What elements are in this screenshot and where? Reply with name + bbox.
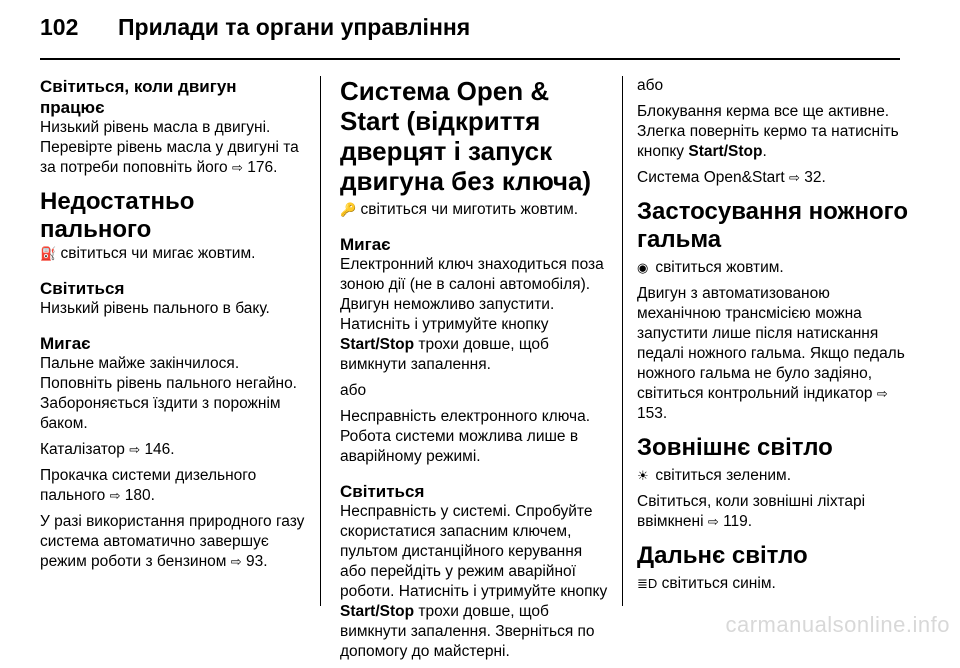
paragraph: ≣D світиться синім.: [637, 575, 776, 592]
paragraph: Прокачка системи дизельного пального ⇨ 180.: [40, 467, 257, 504]
column-divider: [320, 76, 321, 606]
column-divider: [622, 76, 623, 606]
section-heading: Система Open & Start (відкриття дверцят і запуск двигуна без ключа): [340, 76, 592, 196]
page-title: Прилади та органи управління: [118, 14, 471, 40]
paragraph: Несправність у системі. Спробуйте скористатися запасним ключем, пультом дистанційного керування або перейдіть у режим аварійної роботи. Натисніть і утримуйте кнопку Start/Stop трохи довше, щоб вимкнути запалення. Зверніться по допомогу до майстерні.: [340, 503, 608, 660]
paragraph: Блокування керма все ще активне. Злегка поверніть кермо та натисніть кнопку Start/Stop.: [637, 103, 899, 160]
start-stop-label: Start/Stop: [688, 143, 763, 160]
section-heading: Зовнішнє світло: [637, 434, 833, 461]
section-heading: Недостатньо пального: [40, 188, 195, 243]
column-1: [40, 76, 310, 578]
subsection-heading: Світиться: [40, 279, 125, 298]
page-ref-icon[interactable]: ⇨: [789, 170, 800, 185]
paragraph: Каталізатор ⇨ 146.: [40, 441, 175, 458]
paragraph: або: [637, 77, 664, 94]
column-3: [637, 76, 917, 600]
watermark: carmanualsonline.info: [725, 612, 950, 637]
paragraph: Пальне майже закінчилося. Поповніть рівень пального негайно. Забороняється їздити з порожнім баком.: [40, 355, 297, 432]
high-beam-icon: ≣D: [637, 576, 658, 591]
fuel-pump-icon: ⛽: [40, 246, 57, 261]
subsection-heading: Мигає: [340, 235, 391, 254]
page-header: [40, 14, 920, 52]
subsection-heading: Світиться: [340, 482, 425, 501]
page-ref-icon[interactable]: ⇨: [109, 488, 121, 503]
paragraph: Електронний ключ знаходиться поза зоною дії (не в салоні автомобіля). Двигун неможливо запустити. Натисніть і утримуйте кнопку Start/Stop трохи довше, щоб вимкнути запалення.: [340, 256, 604, 373]
subsection-heading: Мигає: [40, 334, 91, 353]
paragraph: Двигун з автоматизованою механічною трансмісією можна запустити лише після натискання педалі ножного гальма. Якщо педаль ножного гальма не було задіяно, світиться контрольний індикатор ⇨ 153.: [637, 285, 905, 422]
page-ref-icon[interactable]: ⇨: [230, 554, 242, 569]
paragraph: Низький рівень пального в баку.: [40, 300, 270, 317]
page-ref-icon[interactable]: ⇨: [876, 386, 888, 401]
brake-indicator-icon: ◉: [637, 260, 649, 275]
paragraph: Система Open&Start ⇨ 32.: [637, 169, 826, 186]
page-ref-icon[interactable]: ⇨: [129, 442, 141, 457]
start-stop-label: Start/Stop: [340, 603, 415, 620]
key-icon: 🔑: [340, 202, 357, 217]
start-stop-label: Start/Stop: [340, 336, 415, 353]
paragraph: ◉ світиться жовтим.: [637, 259, 784, 276]
page-number: 102: [40, 14, 79, 40]
exterior-light-icon: ☀: [637, 468, 649, 483]
paragraph: Світиться, коли зовнішні ліхтарі ввімкнені ⇨ 119.: [637, 493, 866, 530]
header-divider: [40, 58, 900, 60]
section-heading: Світиться, коли двигун працює: [40, 77, 237, 117]
paragraph: 🔑 світиться чи миготить жовтим.: [340, 201, 579, 218]
paragraph: ☀ світиться зеленим.: [637, 467, 792, 484]
section-heading: Застосування ножного гальма: [637, 198, 909, 253]
paragraph: Низький рівень масла в двигуні. Перевірте рівень масла у двигуні та за потреби поповніть його ⇨ 176.: [40, 119, 299, 176]
page-ref-icon[interactable]: ⇨: [707, 514, 719, 529]
paragraph: Несправність електронного ключа. Робота системи можлива лише в аварійному режимі.: [340, 408, 590, 465]
paragraph: або: [340, 382, 367, 399]
page-ref-icon[interactable]: ⇨: [232, 160, 243, 175]
paragraph: У разі використання природного газу система автоматично завершує режим роботи з бензином ⇨ 93.: [40, 513, 305, 570]
paragraph: ⛽ світиться чи мигає жовтим.: [40, 245, 256, 262]
section-heading: Дальнє світло: [637, 542, 808, 569]
column-2: [340, 76, 610, 668]
